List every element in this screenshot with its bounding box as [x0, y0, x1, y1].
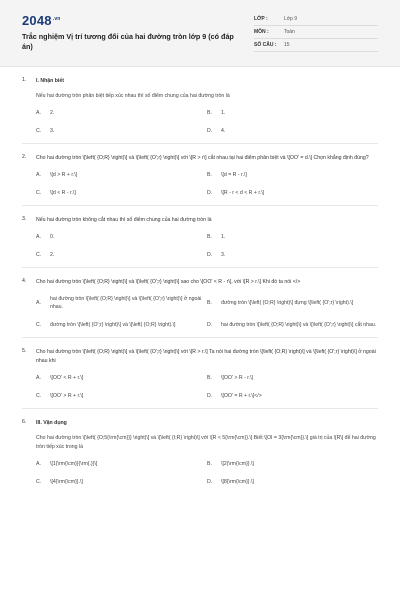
- answer-option[interactable]: [207, 295, 378, 311]
- answer-option[interactable]: [207, 233, 378, 241]
- answer-option[interactable]: [36, 251, 207, 259]
- page-title: Trắc nghiệm Vị trí tương đối của hai đường tròn lớp 9 (có đáp án): [22, 32, 234, 51]
- logo-suffix: .vn: [52, 15, 61, 22]
- meta-key: MÔN :: [254, 29, 269, 35]
- question-number: 3.: [22, 216, 27, 222]
- question-list: [0, 67, 400, 494]
- option-letter: C.: [36, 393, 42, 399]
- question-number: 6.: [22, 419, 27, 425]
- answer-option[interactable]: [207, 374, 378, 382]
- option-letter: A.: [36, 234, 41, 240]
- option-text: 1.: [221, 110, 226, 116]
- answer-option[interactable]: [36, 321, 207, 329]
- option-letter: A.: [36, 461, 41, 467]
- option-text: \[OO' = R + r.\]</>: [221, 393, 262, 399]
- question-text: Nếu hai đường tròn phân biệt tiếp xúc nhau thì số điểm chung của hai đường tròn là: [36, 93, 230, 99]
- option-text: \[1{\rm{\cm}}{\rm{.}}\]: [50, 461, 98, 467]
- option-text: 2.: [50, 110, 55, 116]
- meta-row: [254, 26, 378, 39]
- answer-option[interactable]: [36, 460, 207, 468]
- answer-option[interactable]: [207, 478, 378, 486]
- option-letter: A.: [36, 110, 41, 116]
- option-text: 4.: [221, 128, 226, 134]
- option-letter: B.: [207, 375, 212, 381]
- answer-option[interactable]: [207, 460, 378, 468]
- answer-option[interactable]: [36, 392, 207, 400]
- answer-option[interactable]: [36, 233, 207, 241]
- option-text: \[R - r < d < R + r.\]: [221, 190, 265, 196]
- option-letter: B.: [207, 110, 212, 116]
- meta-row: [254, 13, 378, 26]
- answer-options: [36, 109, 378, 135]
- answer-options: [36, 374, 378, 400]
- option-letter: B.: [207, 300, 212, 306]
- answer-option[interactable]: [207, 392, 378, 400]
- question-text: Cho hai đường tròn \[\left( {O;R} \right)\] và \[\left( {O';r} \right)\] với \[R > r\] cắt nhau tại hai điểm phân biệt và \[OO' = d.\] Chọn khẳng định đúng?: [36, 155, 369, 161]
- question-text: Cho hai đường tròn \[\left( {O;5{\rm{\cm}}} \right)\] và \[\left( {I;R} \right)\] với \[R < 5{\rm{\cm}}.\] Biết \[OI = 3{\rm{\cm}}.\] giá trị của \[R\] để hai đường tròn tiếp xúc trong là: [36, 435, 376, 450]
- option-text: đường tròn \[\left( {O';r} \right)\] và \[\left( {O;R} \right).\]: [50, 322, 176, 328]
- question-number: 2.: [22, 154, 27, 160]
- meta-row: [254, 39, 378, 52]
- option-text: \[OO' > R + r.\]: [50, 393, 84, 399]
- option-letter: A.: [36, 172, 41, 178]
- option-text: hai đường tròn \[\left( {O;R} \right)\] và \[\left( {O';r} \right)\] ở ngoài nhau.: [50, 296, 202, 310]
- answer-option[interactable]: [36, 171, 207, 179]
- question-text: Cho hai đường tròn \[\left( {O;R} \right)\] và \[\left( {O';r} \right)\] với \[R > r.\] Ta nói hai đường tròn \[\left( {O;R} \right)\] và \[\left( {O';r} \right)\] ở ngoài nhau khi: [36, 349, 376, 364]
- option-text: 3.: [50, 128, 55, 134]
- option-text: \[2{\rm{\cm}}.\]: [221, 461, 254, 467]
- section-heading: III. Vận dụng: [36, 420, 67, 426]
- option-text: 1.: [221, 234, 226, 240]
- option-letter: A.: [36, 375, 41, 381]
- answer-option[interactable]: [36, 295, 207, 311]
- option-text: \[OO' > R - r.\]: [221, 375, 253, 381]
- option-text: \[OO' < R + r.\]: [50, 375, 84, 381]
- page-header: [0, 0, 400, 67]
- question-item: [22, 409, 378, 494]
- option-letter: A.: [36, 300, 41, 306]
- section-heading: I. Nhận biết: [36, 78, 64, 84]
- answer-option[interactable]: [207, 321, 378, 329]
- meta-key: SỐ CÂU :: [254, 42, 277, 48]
- answer-option[interactable]: [36, 127, 207, 135]
- answer-option[interactable]: [36, 374, 207, 382]
- option-letter: D.: [207, 322, 213, 328]
- question-number: 4.: [22, 278, 27, 284]
- question-item: [22, 338, 378, 409]
- answer-option[interactable]: [36, 189, 207, 197]
- option-letter: C.: [36, 190, 42, 196]
- option-letter: D.: [207, 479, 213, 485]
- question-number: 5.: [22, 348, 27, 354]
- option-text: 3.: [221, 252, 226, 258]
- option-letter: D.: [207, 393, 213, 399]
- question-item: [22, 67, 378, 144]
- question-text: Cho hai đường tròn \[\left( {O;R} \right)\] và \[\left( {O';r} \right)\] sao cho \[OO' < R - r\], với \[R > r.\] Khi đó ta nói </>: [36, 279, 301, 285]
- answer-options: [36, 460, 378, 486]
- logo-text: 2048: [22, 13, 52, 28]
- question-item: [22, 268, 378, 338]
- answer-option[interactable]: [207, 251, 378, 259]
- option-letter: C.: [36, 252, 42, 258]
- answer-option[interactable]: [207, 189, 378, 197]
- question-item: [22, 206, 378, 268]
- option-text: \[4{\rm{\cm}}.\]: [50, 479, 83, 485]
- quiz-meta: [254, 13, 378, 52]
- option-text: 0.: [50, 234, 55, 240]
- question-item: [22, 144, 378, 206]
- meta-value: Lớp 9: [284, 16, 298, 22]
- option-letter: B.: [207, 234, 212, 240]
- option-text: \[d < R - r.\]: [50, 190, 76, 196]
- answer-option[interactable]: [36, 109, 207, 117]
- answer-option[interactable]: [207, 127, 378, 135]
- option-letter: D.: [207, 190, 213, 196]
- meta-key: LỚP :: [254, 16, 268, 22]
- option-letter: C.: [36, 322, 42, 328]
- answer-options: [36, 295, 378, 329]
- option-letter: B.: [207, 172, 212, 178]
- option-letter: B.: [207, 461, 212, 467]
- meta-value: 15: [284, 42, 290, 48]
- site-logo[interactable]: [22, 13, 61, 28]
- answer-option[interactable]: [36, 478, 207, 486]
- option-text: đường tròn \[\left( {O;R} \right)\] đựng \[\left( {O';r} \right).\]: [221, 300, 354, 306]
- answer-options: [36, 233, 378, 259]
- answer-options: [36, 171, 378, 197]
- option-text: \[8{\rm{\cm}}.\]: [221, 479, 254, 485]
- option-letter: C.: [36, 479, 42, 485]
- option-letter: D.: [207, 128, 213, 134]
- option-letter: C.: [36, 128, 42, 134]
- meta-value: Toán: [284, 29, 295, 35]
- option-text: hai đường tròn \[\left( {O;R} \right)\] và \[\left( {O';r} \right)\] cắt nhau.: [221, 322, 377, 328]
- question-number: 1.: [22, 77, 27, 83]
- question-text: Nếu hai đường tròn không cắt nhau thì số điểm chung của hai đường tròn là: [36, 217, 212, 223]
- option-text: \[d > R + r.\]: [50, 172, 78, 178]
- option-text: 2.: [50, 252, 55, 258]
- answer-option[interactable]: [207, 171, 378, 179]
- answer-option[interactable]: [207, 109, 378, 117]
- option-letter: D.: [207, 252, 213, 258]
- option-text: \[d = R - r.\]: [221, 172, 247, 178]
